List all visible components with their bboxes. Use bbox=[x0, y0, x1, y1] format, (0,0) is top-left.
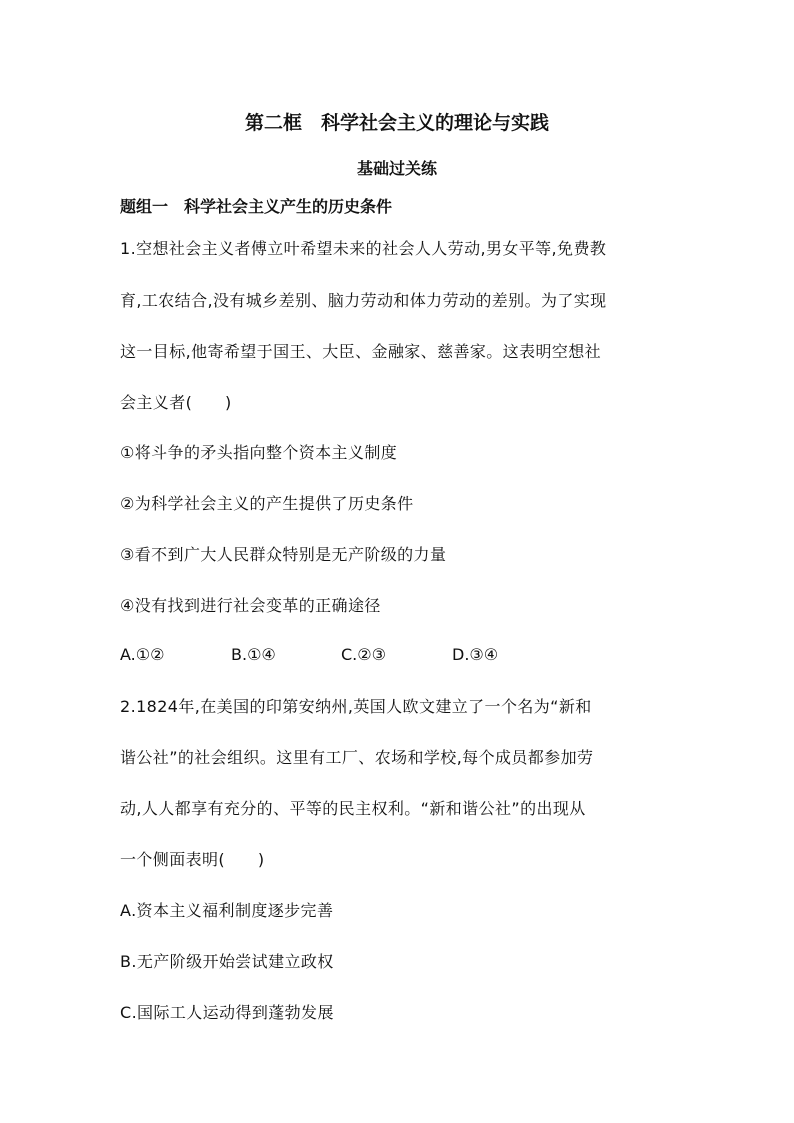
q1-statement: ③看不到广大人民群众特别是无产阶级的力量 bbox=[120, 545, 447, 564]
q2-stem-line: 动,人人都享有充分的、平等的民主权利。“新和谐公社”的出现从 bbox=[120, 799, 586, 818]
q2-stem-line: 2.1824年,在美国的印第安纳州,英国人欧文建立了一个名为“新和 bbox=[120, 697, 592, 716]
q1-choice-b[interactable]: B.①④ bbox=[231, 645, 276, 664]
q2-stem-line: 谐公社”的社会组织。这里有工厂、农场和学校,每个成员都参加劳 bbox=[120, 748, 594, 767]
page-title: 第二框 科学社会主义的理论与实践 bbox=[244, 112, 549, 134]
q1-stem-line: 1.空想社会主义者傅立叶希望未来的社会人人劳动,男女平等,免费教 bbox=[120, 239, 607, 258]
q1-choice-a[interactable]: A.①② bbox=[120, 645, 165, 664]
q2-choice-a[interactable]: A.资本主义福利制度逐步完善 bbox=[120, 901, 334, 920]
q1-statement: ②为科学社会主义的产生提供了历史条件 bbox=[120, 494, 414, 513]
q1-stem-line: 会主义者( ) bbox=[120, 393, 232, 412]
q2-choice-c[interactable]: C.国际工人运动得到蓬勃发展 bbox=[120, 1003, 334, 1022]
page-subtitle: 基础过关练 bbox=[356, 159, 437, 178]
q1-choice-d[interactable]: D.③④ bbox=[452, 645, 499, 664]
q1-choice-c[interactable]: C.②③ bbox=[341, 645, 386, 664]
q1-statement: ④没有找到进行社会变革的正确途径 bbox=[120, 596, 381, 615]
q2-choice-b[interactable]: B.无产阶级开始尝试建立政权 bbox=[120, 952, 334, 971]
q2-stem-line: 一个侧面表明( ) bbox=[120, 850, 265, 869]
section-heading: 题组一 科学社会主义产生的历史条件 bbox=[120, 197, 393, 216]
q1-stem-line: 育,工农结合,没有城乡差别、脑力劳动和体力劳动的差别。为了实现 bbox=[120, 291, 607, 310]
q1-statement: ①将斗争的矛头指向整个资本主义制度 bbox=[120, 443, 398, 462]
q1-stem-line: 这一目标,他寄希望于国王、大臣、金融家、慈善家。这表明空想社 bbox=[120, 342, 602, 361]
